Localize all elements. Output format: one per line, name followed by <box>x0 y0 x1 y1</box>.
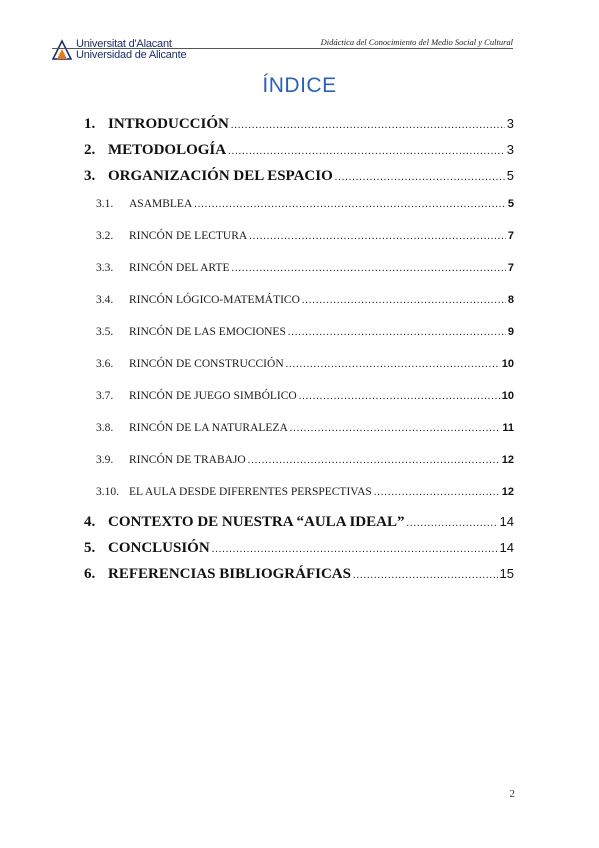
toc-leader-dots <box>290 422 501 434</box>
toc-entry-page: 11 <box>502 422 514 434</box>
toc-leader-dots <box>299 390 500 402</box>
toc-entry[interactable] <box>84 142 514 159</box>
toc-entry-label: REFERENCIAS BIBLIOGRÁFICAS <box>108 566 351 582</box>
toc-entry-number: 3.2. <box>96 230 114 242</box>
toc-entry-page: 10 <box>501 358 514 370</box>
toc-leader-dots <box>302 294 506 306</box>
toc-entry-page: 7 <box>507 230 514 242</box>
toc-entry-number: 3.9. <box>96 454 114 466</box>
toc-entry[interactable] <box>84 422 514 434</box>
toc-leader-dots <box>194 198 506 210</box>
toc-entry-page: 5 <box>506 168 514 183</box>
toc-entry-label: ORGANIZACIÓN DEL ESPACIO <box>108 168 333 184</box>
toc-leader-dots <box>231 262 505 274</box>
toc-entry-label: RINCÓN DEL ARTE <box>129 262 230 274</box>
toc-entry[interactable] <box>84 198 514 210</box>
toc-entry-number: 6. <box>84 566 96 582</box>
toc-entry-page: 3 <box>506 116 514 131</box>
toc-leader-dots <box>248 454 500 466</box>
toc-entry[interactable] <box>84 454 514 466</box>
toc-leader-dots <box>288 326 506 338</box>
toc-entry-label: RINCÓN DE CONSTRUCCIÓN <box>129 358 284 370</box>
toc-entry-number: 3.3. <box>96 262 114 274</box>
toc-entry-page: 12 <box>501 454 514 466</box>
toc-entry-number: 3.5. <box>96 326 114 338</box>
university-logo <box>52 37 186 63</box>
toc-entry-page: 9 <box>507 326 514 338</box>
toc-entry-number: 3. <box>84 168 96 184</box>
toc-entry-number: 3.4. <box>96 294 114 306</box>
toc-leader-dots <box>249 230 506 242</box>
toc-entry-label: RINCÓN DE LAS EMOCIONES <box>129 326 286 338</box>
header-course-title: Didáctica del Conocimiento del Medio Social y Cultural <box>320 37 513 47</box>
toc-leader-dots <box>406 514 497 531</box>
toc-entry-number: 2. <box>84 142 96 158</box>
toc-entry[interactable] <box>84 168 514 185</box>
university-logo-icon <box>52 39 72 61</box>
toc-entry-page: 14 <box>499 540 514 555</box>
toc-entry-page: 12 <box>501 486 514 498</box>
toc-entry-label: RINCÓN DE LECTURA <box>129 230 248 242</box>
toc-entry-label: CONCLUSIÓN <box>108 540 210 556</box>
toc-entry-page: 15 <box>499 566 514 581</box>
toc-leader-dots <box>212 540 498 557</box>
toc-entry-number: 3.1. <box>96 198 114 210</box>
toc-entry-number: 3.6. <box>96 358 114 370</box>
toc-entry[interactable] <box>84 294 514 306</box>
toc-entry-label: RINCÓN DE LA NATURALEZA <box>129 422 288 434</box>
toc-entry-number: 3.8. <box>96 422 114 434</box>
toc-entry-number: 1. <box>84 116 96 132</box>
toc-entry-number: 3.7. <box>96 390 114 402</box>
toc-entry-label: ASAMBLEA <box>129 198 193 210</box>
toc-leader-dots <box>335 168 505 185</box>
toc-leader-dots <box>353 566 498 583</box>
toc-entry-number: 5. <box>84 540 96 556</box>
toc-leader-dots <box>231 116 505 133</box>
page-header <box>0 0 599 70</box>
toc-entry-label: INTRODUCCIÓN <box>108 116 229 132</box>
toc-entry[interactable] <box>84 390 514 402</box>
toc-entry[interactable] <box>84 540 514 557</box>
toc-entry-page: 14 <box>499 514 514 529</box>
toc-entry-page: 5 <box>507 198 514 210</box>
header-divider <box>52 48 513 49</box>
toc-entry[interactable] <box>84 486 514 498</box>
toc-entry-label: RINCÓN DE JUEGO SIMBÓLICO <box>129 390 297 402</box>
toc-entry-number: 4. <box>84 514 96 530</box>
toc-entry[interactable] <box>84 230 514 242</box>
toc-entry[interactable] <box>84 326 514 338</box>
toc-entry[interactable] <box>84 358 514 370</box>
logo-line-valencian: Universitat d'Alacant <box>76 38 172 50</box>
page-title: ÍNDICE <box>262 74 337 97</box>
page-number: 2 <box>509 788 515 800</box>
toc-entry-label: CONTEXTO DE NUESTRA “AULA IDEAL” <box>108 514 405 530</box>
toc-entry[interactable] <box>84 566 514 583</box>
toc-leader-dots <box>228 142 505 159</box>
toc-leader-dots <box>374 486 500 498</box>
toc-entry[interactable] <box>84 262 514 274</box>
toc-entry-label: METODOLOGÍA <box>108 142 227 158</box>
toc-entry-page: 10 <box>501 390 514 402</box>
toc-entry-label: RINCÓN LÓGICO-MATEMÁTICO <box>129 294 300 306</box>
toc-entry-label: RINCÓN DE TRABAJO <box>129 454 246 466</box>
toc-leader-dots <box>286 358 500 370</box>
logo-line-spanish: Universidad de Alicante <box>76 49 187 61</box>
toc-entry-number: 3.10. <box>96 486 119 498</box>
toc-entry-page: 7 <box>507 262 514 274</box>
toc-entry-page: 8 <box>507 294 514 306</box>
toc-entry[interactable] <box>84 514 514 531</box>
toc-entry-label: EL AULA DESDE DIFERENTES PERSPECTIVAS <box>129 486 372 498</box>
toc-entry[interactable] <box>84 116 514 133</box>
toc-entry-page: 3 <box>506 142 514 157</box>
